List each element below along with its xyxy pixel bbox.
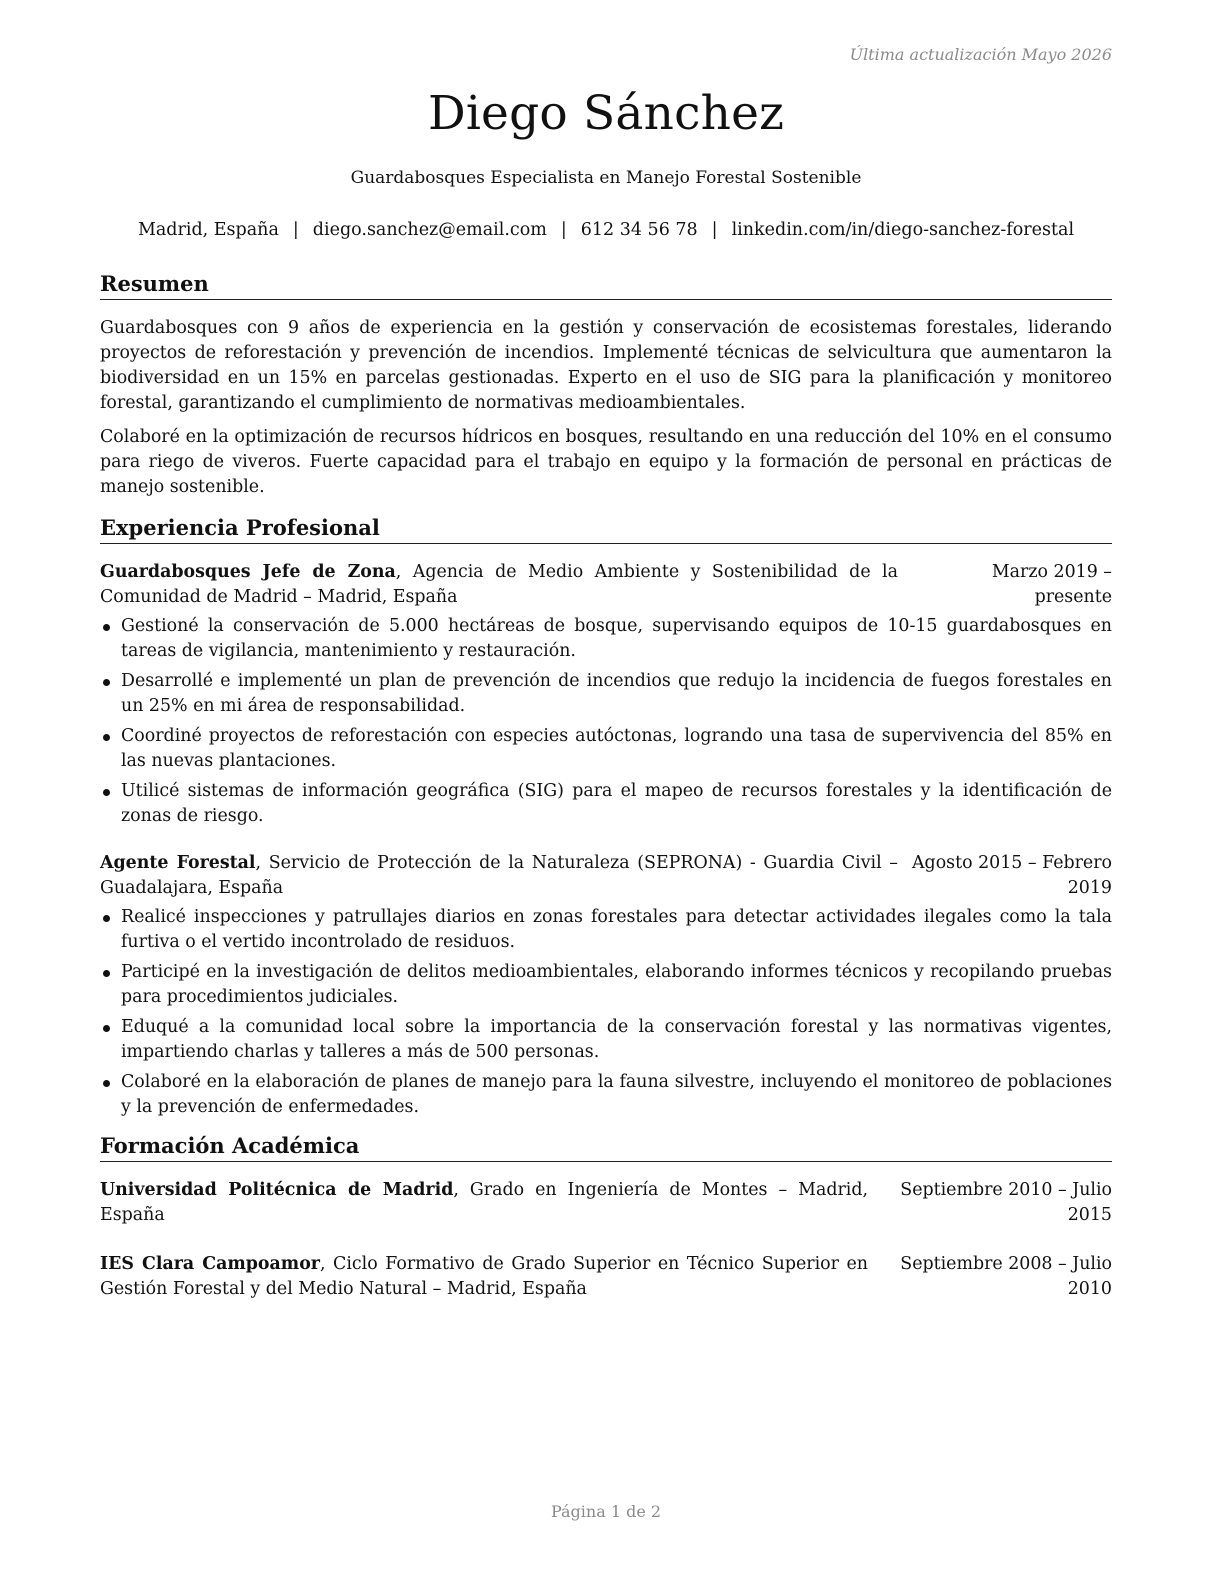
education-entry — [100, 1178, 1112, 1228]
education-institution: IES Clara Campoamor — [100, 1254, 320, 1274]
bullet-text: Coordiné proyectos de reforestación con especies autóctonas, logrando una tasa de supervivencia del 85% en las nuevas plantaciones. — [121, 726, 1112, 771]
summary-paragraph: Guardabosques con 9 años de experiencia en la gestión y conservación de ecosistemas forestales, liderando proyectos de reforestación y prevención de incendios. Implementé técnicas de selvicultura que aumentaron la biodiversidad en un 15% en parcelas gestionadas. Experto en el uso de SIG para la planificación y monitoreo forestal, garantizando el cumplimiento de normativas medioambientales. — [100, 318, 1112, 413]
bullet-icon — [103, 1025, 110, 1032]
bullet-icon — [103, 970, 110, 977]
contact-location: Madrid, España — [137, 220, 279, 240]
resume-page — [100, 0, 1112, 1584]
page-number: Página 1 de 2 — [550, 1502, 662, 1521]
job-title-line — [100, 560, 898, 610]
bullet-text: Eduqué a la comunidad local sobre la importancia de la conservación forestal y las normativas vigentes, impartiendo charlas y talleres a más de 500 personas. — [121, 1017, 1112, 1062]
education-title-line — [100, 1178, 868, 1228]
bullet-icon — [103, 734, 110, 741]
last-updated: Última actualización Mayo 2026 — [849, 45, 1112, 64]
education-entry — [100, 1252, 1112, 1302]
contact-phone: 612 34 56 78 — [580, 220, 698, 240]
list-item — [100, 1015, 1112, 1065]
bullet-icon — [103, 679, 110, 686]
list-item — [100, 724, 1112, 774]
education-degree: , Grado en Ingeniería de Montes – Madrid, España — [100, 1180, 868, 1225]
list-item — [100, 960, 1112, 1010]
contact-email[interactable]: diego.sanchez@email.com — [312, 220, 547, 240]
job-role: Guardabosques Jefe de Zona — [100, 562, 396, 582]
education-header — [100, 1178, 1112, 1228]
section-title-experience: Experiencia Profesional — [100, 514, 1112, 544]
job-bullets — [100, 905, 1112, 1120]
job-dates: Marzo 2019 – presente — [991, 562, 1112, 607]
education-header — [100, 1252, 1112, 1302]
list-item — [100, 1070, 1112, 1120]
bullet-icon — [103, 789, 110, 796]
bullet-text: Utilicé sistemas de información geográfica (SIG) para el mapeo de recursos forestales y la identificación de zonas de riesgo. — [121, 781, 1112, 826]
section-title-education: Formación Académica — [100, 1132, 1112, 1162]
education-dates: Septiembre 2008 – Julio 2010 — [900, 1254, 1112, 1299]
contact-separator: | — [560, 220, 567, 240]
bullet-icon — [103, 624, 110, 631]
job-title-line — [100, 851, 898, 901]
summary-paragraph: Colaboré en la optimización de recursos hídricos en bosques, resultando en una reducción del 10% en el consumo para riego de viveros. Fuerte capacidad para el trabajo en equipo y la formación de personal en prácticas de manejo sostenible. — [100, 427, 1112, 497]
job-organization: , Servicio de Protección de la Naturaleza (SEPRONA) - Guardia Civil – Guadalajara, España — [100, 853, 899, 898]
education-degree: , Ciclo Formativo de Grado Superior en Técnico Superior en Gestión Forestal y del Medio Natural – Madrid, España — [100, 1254, 868, 1299]
section-title-summary: Resumen — [100, 270, 1112, 300]
job-header — [100, 560, 1112, 610]
resume-content — [100, 270, 1112, 1302]
list-item — [100, 905, 1112, 955]
contact-line — [100, 220, 1112, 240]
contact-linkedin[interactable]: linkedin.com/in/diego-sanchez-forestal — [731, 220, 1075, 240]
job-entry — [100, 560, 1112, 829]
job-organization: , Agencia de Medio Ambiente y Sostenibilidad de la Comunidad de Madrid – Madrid, España — [100, 562, 898, 607]
contact-separator: | — [292, 220, 299, 240]
bullet-text: Desarrollé e implementé un plan de prevención de incendios que redujo la incidencia de fuegos forestales en un 25% en mi área de responsabilidad. — [121, 671, 1112, 716]
list-item — [100, 614, 1112, 664]
bullet-text: Participé en la investigación de delitos medioambientales, elaborando informes técnicos y recopilando pruebas para procedimientos judiciales. — [121, 962, 1112, 1007]
education-institution: Universidad Politécnica de Madrid — [100, 1180, 454, 1200]
bullet-text: Realicé inspecciones y patrullajes diarios en zonas forestales para detectar actividades ilegales como la tala furtiva o el vertido incontrolado de residuos. — [121, 907, 1112, 952]
contact-separator: | — [711, 220, 718, 240]
person-name: Diego Sánchez — [427, 86, 785, 141]
job-bullets — [100, 614, 1112, 829]
bullet-text: Colaboré en la elaboración de planes de manejo para la fauna silvestre, incluyendo el monitoreo de poblaciones y la prevención de enfermedades. — [121, 1072, 1112, 1117]
education-title-line — [100, 1252, 868, 1302]
job-dates: Agosto 2015 – Febrero 2019 — [912, 853, 1113, 898]
list-item — [100, 669, 1112, 719]
education-dates: Septiembre 2010 – Julio 2015 — [900, 1180, 1112, 1225]
job-entry — [100, 851, 1112, 1120]
bullet-icon — [103, 1080, 110, 1087]
job-role: Agente Forestal — [100, 853, 256, 873]
bullet-text: Gestioné la conservación de 5.000 hectáreas de bosque, supervisando equipos de 10-15 guardabosques en tareas de vigilancia, mantenimiento y restauración. — [121, 616, 1112, 661]
bullet-icon — [103, 915, 110, 922]
job-header — [100, 851, 1112, 901]
list-item — [100, 779, 1112, 829]
job-subtitle: Guardabosques Especialista en Manejo Forestal Sostenible — [350, 168, 862, 188]
